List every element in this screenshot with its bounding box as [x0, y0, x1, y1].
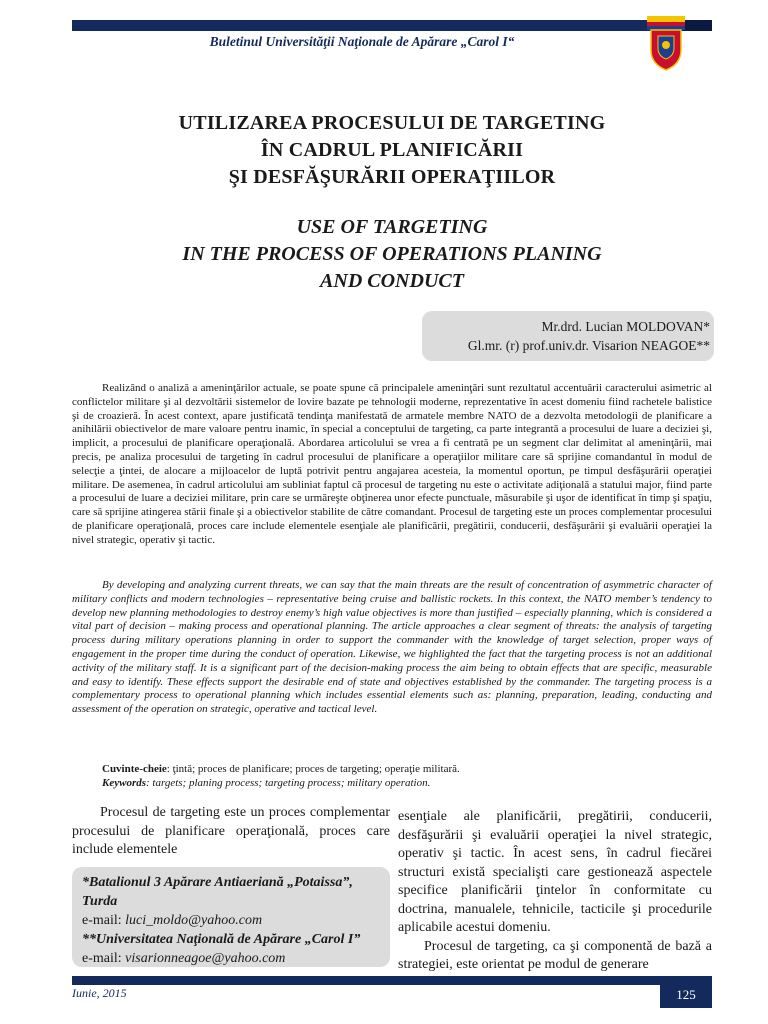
email-line-2 — [82, 949, 384, 968]
email-link-2[interactable]: visarionneagoe@yahoo.com — [125, 951, 286, 966]
body-left-column: Procesul de targeting este un proces complementar procesului de planificare operaţională, proces care include elementele — [72, 805, 390, 857]
keywords-romanian — [102, 763, 712, 777]
keywords-en-text: : targets; planing process; targeting process; military operation. — [146, 776, 431, 789]
email-label: e-mail: — [82, 913, 126, 928]
abstract-romanian: Realizând o analiză a ameninţărilor actuale, se poate spune că principalele ameninţări sunt rezultatul accentuării caracterului asimetric al conflictelor militare şi al dezvoltării sistemelor de lovire bazate pe tehnologii moderne, reprezentative în acest domeniu fiind rachetele balistice şi de croazieră. În acest context, apare justificată tendinţa manifestată de armatele membre NATO de a dezvolta metodologii de planificare a anihilării obiectivelor de mare valoare pentru inamic, în special a conceptului de targeting, ca parte integrantă a procesului de luare a deciziei şi, implicit, a procesului de planificare operaţională. Abordarea articolului se vrea a fi centrată pe un segment clar delimitat al ameninţării, mai precis, pe analiza procesului de targeting în cadrul procesului de planificare a operaţiilor militare care să sprijine comandantul în modul de selecţie a ţintei, de alocare a mijloacelor de luptă potrivit pentru angajarea acesteia, la momentul oportun, pe timpul desfăşurării operaţiei militare. De asemenea, în cadrul articolului am subliniat faptul că procesul de targeting nu este o activitate adiţională a statului major, fiind parte a procesului de luare a deciziei militare, prin care se urmăreşte obţinerea unor efecte punctuale, măsurabile şi uşor de identificat în timp şi spaţiu, care să sprijine atingerea stării finale şi a obiectivelor stabilite de către comandant. Procesul de targeting este un proces complementar procesului de planificare operaţională, proces care include elementele esenţiale ale planificării, pregătirii, conducerii, desfăşurării şi evaluării operaţiei la nivel strategic, operativ şi tactic. — [72, 382, 712, 546]
keywords-ro-label: Cuvinte-cheie — [102, 763, 167, 775]
footer-date: Iunie, 2015 — [72, 986, 127, 1000]
email-line-1 — [82, 911, 384, 930]
title-en-line: USE OF TARGETING — [296, 216, 488, 238]
title-en-line: IN THE PROCESS OF OPERATIONS PLANING — [182, 243, 602, 265]
authors-box — [422, 311, 714, 361]
title-ro-line: ŞI DESFĂŞURĂRII OPERAŢIILOR — [228, 166, 556, 188]
email-link-1[interactable]: luci_moldo@yahoo.com — [125, 913, 263, 928]
affiliation-box — [72, 867, 390, 967]
footer-bar — [72, 976, 712, 985]
title-english — [72, 214, 712, 295]
affiliation-2: **Universitatea Naţională de Apărare „Carol I” — [82, 932, 361, 947]
author-name: Gl.mr. (r) prof.univ.dr. Visarion NEAGOE** — [467, 338, 710, 353]
title-en-line: AND CONDUCT — [320, 270, 464, 292]
keywords-english — [102, 777, 712, 791]
keywords-block — [102, 763, 712, 791]
body-right-column — [398, 808, 712, 975]
keywords-ro-text: : ţintă; proces de planificare; proces de targeting; operaţie militară. — [166, 763, 460, 775]
email-label: e-mail: — [82, 951, 126, 966]
journal-title: Buletinul Universităţii Naţionale de Apărare „Carol I“ — [209, 34, 515, 49]
title-romanian — [72, 110, 712, 191]
body-right-paragraph: Procesul de targeting, ca şi componentă de bază a strategiei, este orientat pe modul de generare — [398, 938, 712, 972]
author-name: Mr.drd. Lucian MOLDOVAN* — [541, 319, 710, 334]
keywords-en-label: Keywords — [102, 776, 146, 789]
title-ro-line: UTILIZAREA PROCESULUI DE TARGETING — [178, 112, 606, 134]
page-number: 125 — [660, 981, 712, 1008]
affiliation-1: *Batalionul 3 Apărare Antiaeriană „Potaissa”, Turda — [82, 875, 353, 909]
title-ro-line: ÎN CADRUL PLANIFICĂRII — [260, 139, 524, 161]
header-bar — [72, 20, 712, 31]
university-crest-icon — [645, 14, 687, 72]
body-right-paragraph: esenţiale ale planificării, pregătirii, conducerii, desfăşurării şi evaluării operaţiei la nivel strategic, operativ şi tactic. În acest sens, în cadrul fiecărei structuri există specialişti care gestionează aspectele specifice planificării ţintelor în conformitate cu doctrina, manualele, tehnicile, tacticile şi procedurile aplicabile acestui domeniu. — [398, 809, 712, 935]
abstract-english: By developing and analyzing current threats, we can say that the main threats are the result of concentration of asymmetric character of military conflicts and modern technologies – representative being cruise and ballistic rockets. In this context, the NATO member’s tendency to develop new planning methodologies to destroy enemy’s high value objectives is more than justified – especially planning, which is considered a vital part of decision – making process and operational planning. The article approaches a clear segment of threats: the analysis of targeting process during military operations planning in order to support the commander with the knowledge of target selection, proper ways of engagement in the proper time during the conduct of operation. Likewise, we highlighted the fact that the targeting process is not an additional activity of the military staff. It is a significant part of the decision-making process the aim being to obtain effects that are specific, measurable and easy to identify. These effects support the desirable end of state and objectives established by the commander. The targeting process is a complementary process to operational planning which includes essential elements such as: planning, preparation, leading, conducting and assessment of the operation on strategic, operative and tactical level. — [72, 579, 712, 716]
